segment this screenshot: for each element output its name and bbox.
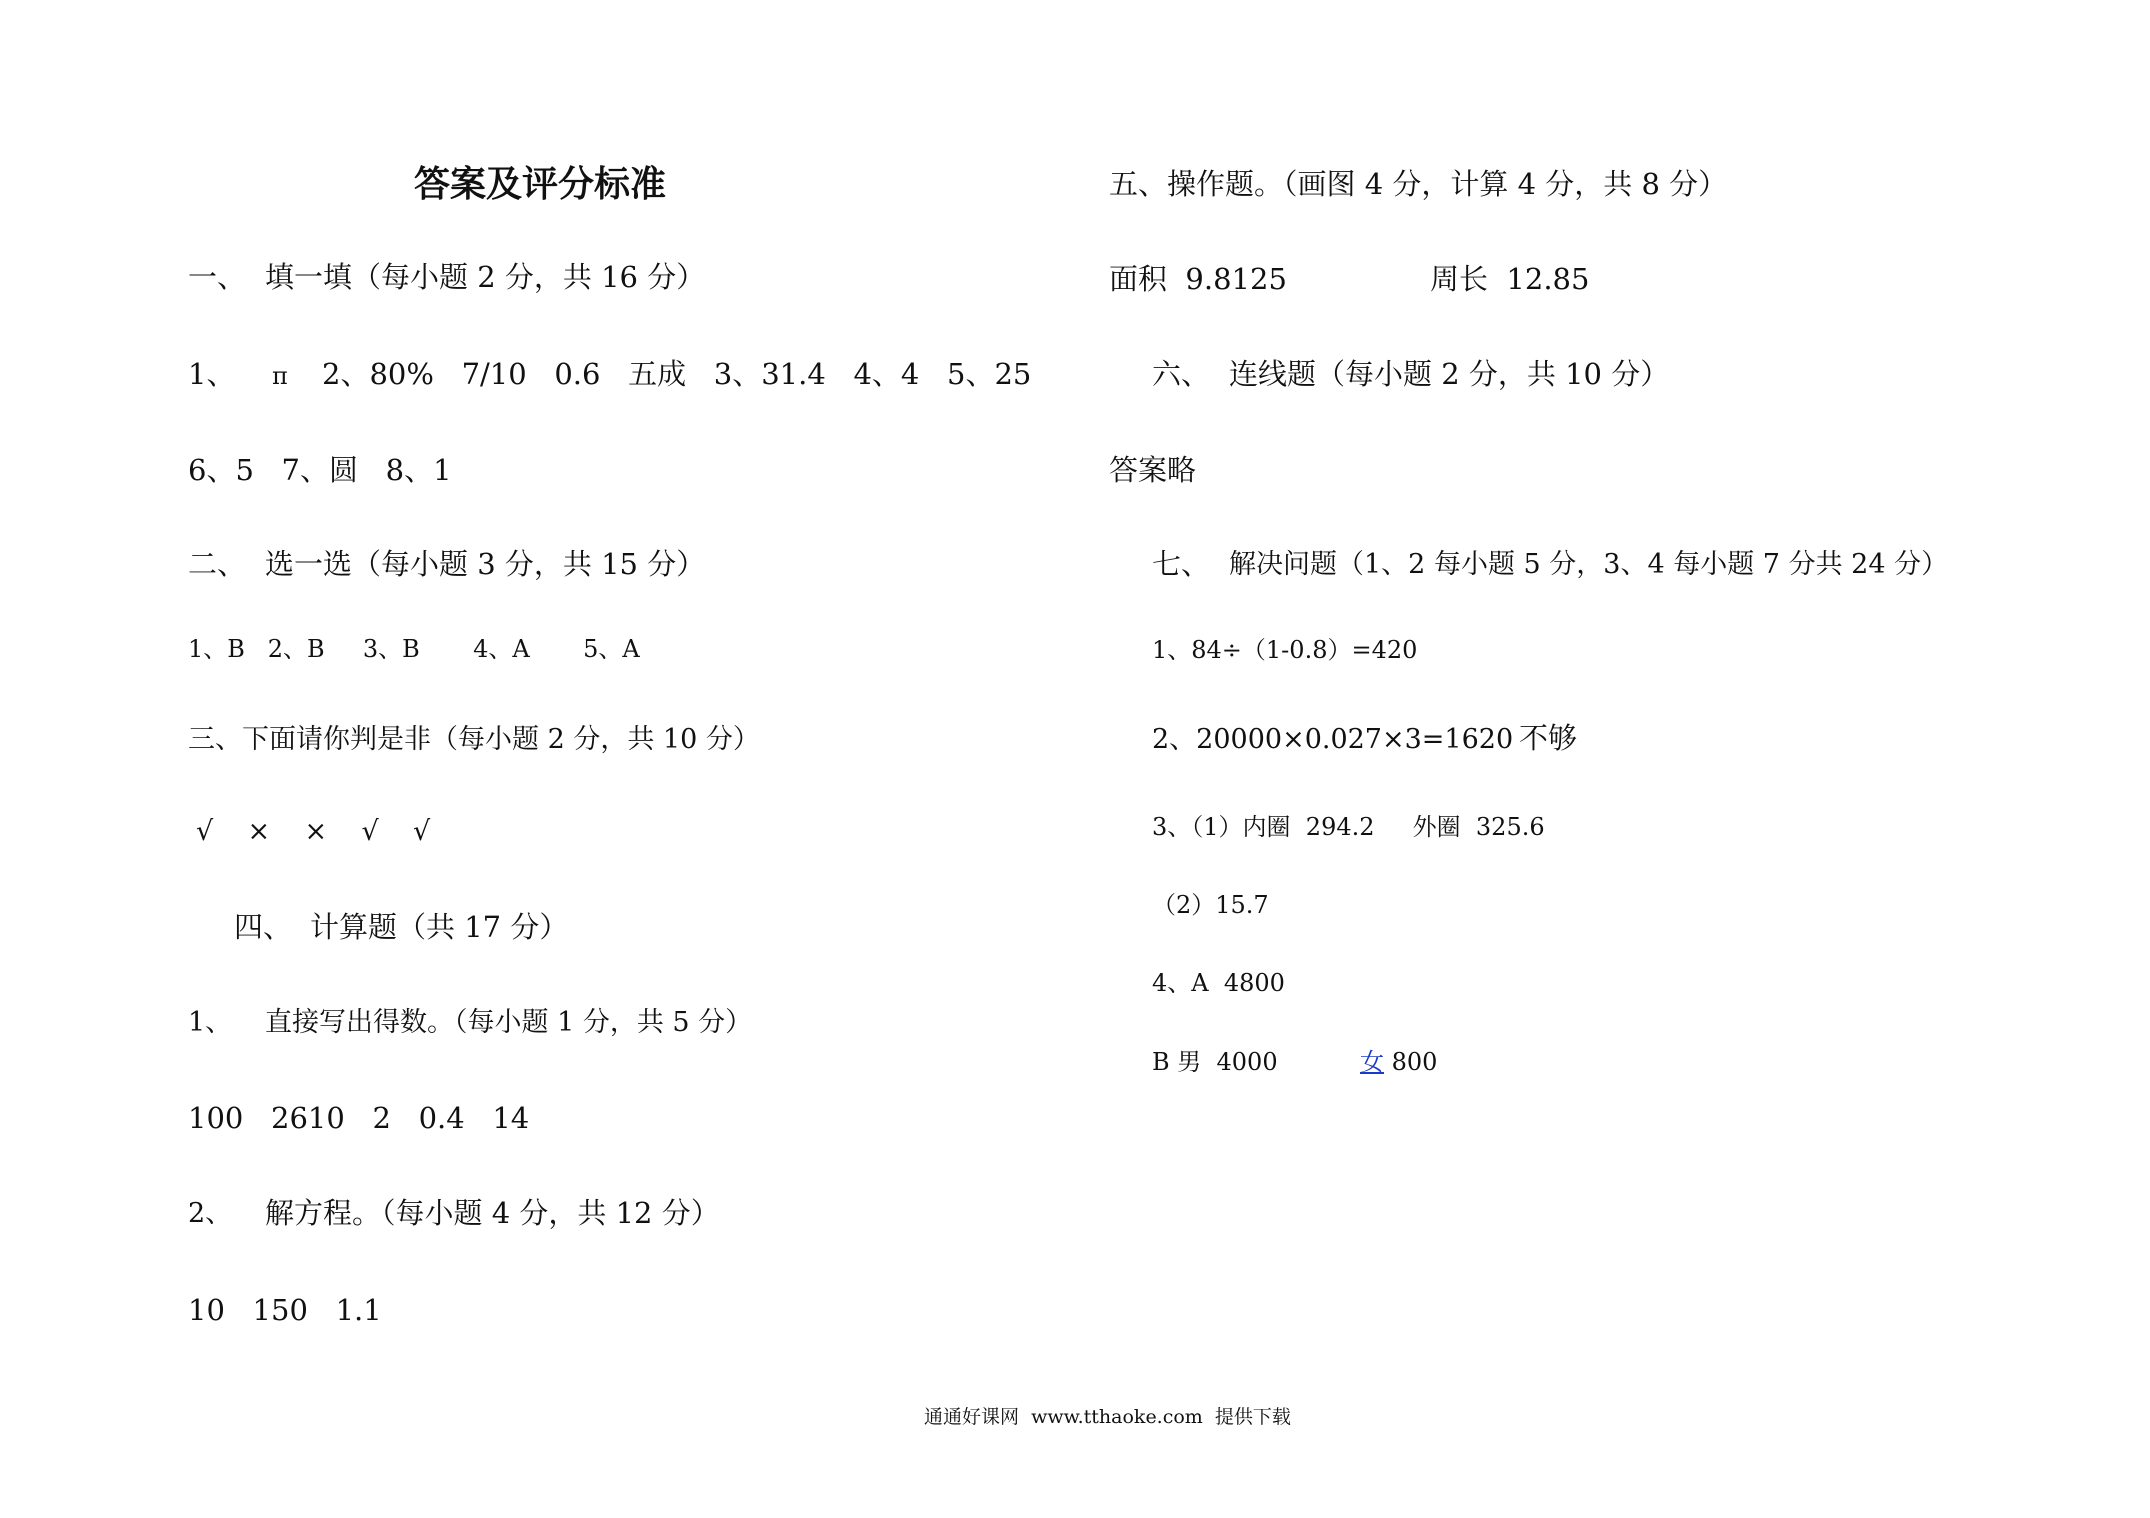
section-2-number: 二、 [188,547,247,581]
section-4-number: 四、 [234,910,293,944]
section-5-perimeter: 周长 12.85 [1430,262,1590,296]
section-2-answers: 1、B 2、B 3、B 4、A 5、A [188,635,640,663]
section-6-heading: 连线题（每小题 2 分，共 10 分） [1229,357,1670,391]
female-link[interactable]: 女 [1360,1048,1384,1076]
section-7-answer-4b: B 男 4000 [1152,1048,1278,1076]
section-4-q2-answers: 10 150 1.1 [188,1293,382,1327]
section-7-answer-4: 4、A 4800 [1152,969,1285,997]
section-4-q1-number: 1、 [188,1007,233,1038]
section-6-number: 六、 [1152,357,1211,391]
section-1-line1-answers: 2、80% 7/10 0.6 五成 3、31.4 4、4 5、25 [322,357,1032,391]
section-1-line1-number: 1、 [188,357,236,391]
section-1-line2-answers: 6、5 7、圆 8、1 [188,453,452,487]
pi-symbol: π [272,362,288,390]
section-7-answer-1: 1、84÷（1-0.8）=420 [1152,636,1418,664]
section-7-heading: 解决问题（1、2 每小题 5 分，3、4 每小题 7 分共 24 分） [1229,549,1949,580]
section-4-q1-answers: 100 2610 2 0.4 14 [188,1101,530,1135]
section-7-number: 七、 [1152,547,1211,581]
section-4-q2-number: 2、 [188,1198,233,1229]
female-value: 800 [1384,1048,1438,1076]
section-7-answer-2: 2、20000×0.027×3=1620 [1152,724,1514,755]
section-5-heading: 五、操作题。（画图 4 分，计算 4 分，共 8 分） [1109,167,1728,201]
section-7-answer-3b: （2）15.7 [1152,891,1269,919]
section-3-answers: √ × × √ √ [196,816,431,847]
section-4-q1-heading: 直接写出得数。（每小题 1 分，共 5 分） [265,1007,753,1038]
section-7-answer-4b-female-value [1360,1050,1437,1074]
section-4-heading: 计算题（共 17 分） [310,910,569,944]
section-3-heading: 三、下面请你判是非（每小题 2 分，共 10 分） [188,724,760,755]
section-5-area: 面积 9.8125 [1109,262,1287,296]
section-4-q2-heading: 解方程。（每小题 4 分，共 12 分） [265,1196,720,1230]
page-footer: 通通好课网 www.tthaoke.com 提供下载 [924,1406,1291,1428]
section-1-number: 一、 [188,260,247,294]
page-title: 答案及评分标准 [414,163,667,205]
section-1-heading: 填一填（每小题 2 分，共 16 分） [265,260,706,294]
section-7-answer-2-note: 不够 [1519,721,1578,755]
section-6-answer: 答案略 [1109,453,1197,487]
section-7-answer-3: 3、（1）内圈 294.2 外圈 325.6 [1152,813,1545,841]
section-2-heading: 选一选（每小题 3 分，共 15 分） [265,547,706,581]
